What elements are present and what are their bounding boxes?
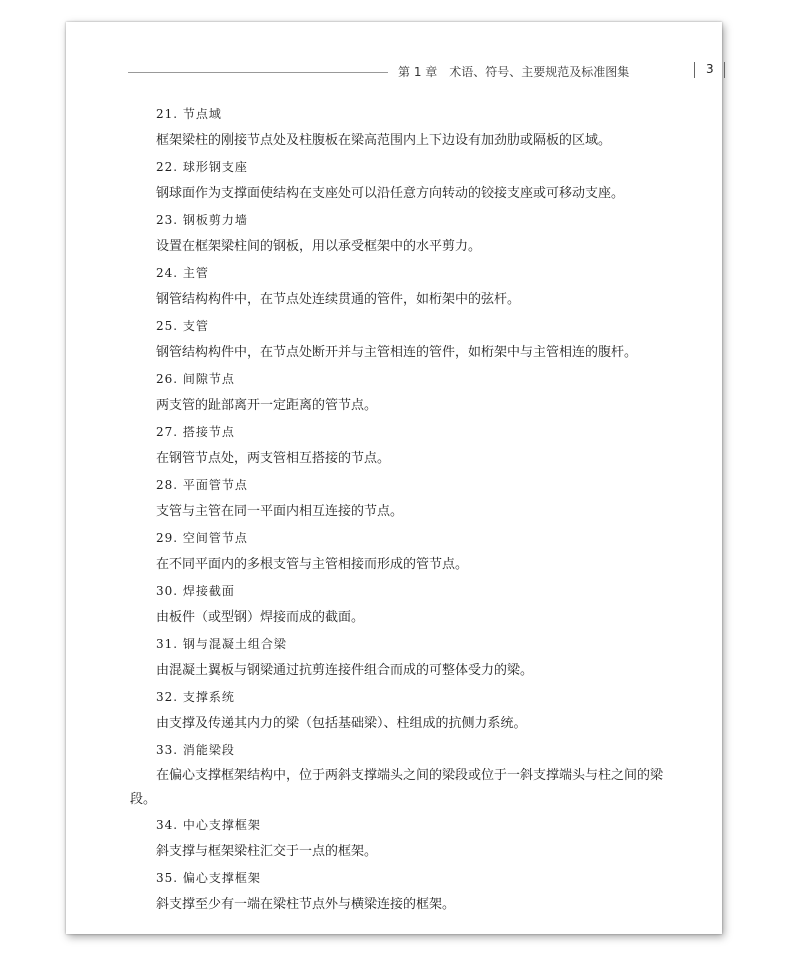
- term-definition: 钢管结构构件中，在节点处连续贯通的管件，如桁架中的弦杆。: [156, 292, 521, 307]
- chapter-title: 第 1 章 术语、符号、主要规范及标准图集: [398, 65, 630, 79]
- term-definition: 由混凝土翼板与钢梁通过抗剪连接件组合而成的可整体受力的梁。: [156, 663, 534, 678]
- term-definition: 两支管的趾部离开一定距离的管节点。: [156, 398, 378, 413]
- running-header: [128, 60, 714, 80]
- term-heading: 21. 节点域: [156, 107, 222, 121]
- term-heading: 33. 消能梁段: [156, 743, 235, 757]
- term-heading: 29. 空间管节点: [156, 531, 248, 545]
- term-definition: 在不同平面内的多根支管与主管相接而形成的管节点。: [156, 557, 469, 572]
- term-heading: 34. 中心支撑框架: [156, 818, 261, 832]
- term-definition: 由板件（或型钢）焊接而成的截面。: [156, 610, 365, 625]
- header-divider: [724, 62, 725, 78]
- term-definition: 钢球面作为支撑面使结构在支座处可以沿任意方向转动的铰接支座或可移动支座。: [156, 186, 625, 201]
- term-definition: 斜支撑与框架梁柱汇交于一点的框架。: [156, 844, 378, 859]
- term-definition: 斜支撑至少有一端在梁柱节点外与横梁连接的框架。: [156, 897, 456, 912]
- term-heading: 22. 球形钢支座: [156, 160, 248, 174]
- page-number: 3: [706, 62, 714, 76]
- document-page: [66, 22, 722, 934]
- term-definition: 在钢管节点处，两支管相互搭接的节点。: [156, 451, 391, 466]
- glossary-list: [130, 106, 670, 923]
- term-heading: 31. 钢与混凝土组合梁: [156, 637, 287, 651]
- term-definition: 设置在框架梁柱间的钢板，用以承受框架中的水平剪力。: [156, 239, 482, 254]
- term-heading: 30. 焊接截面: [156, 584, 235, 598]
- term-heading: 27. 搭接节点: [156, 425, 235, 439]
- term-heading: 23. 钢板剪力墙: [156, 213, 248, 227]
- term-heading: 35. 偏心支撑框架: [156, 871, 261, 885]
- term-heading: 32. 支撑系统: [156, 690, 235, 704]
- term-definition: 由支撑及传递其内力的梁（包括基础梁）、柱组成的抗侧力系统。: [156, 716, 527, 731]
- term-heading: 28. 平面管节点: [156, 478, 248, 492]
- term-heading: 26. 间隙节点: [156, 372, 235, 386]
- term-definition: 框架梁柱的刚接节点处及柱腹板在梁高范围内上下边设有加劲肋或隔板的区域。: [156, 133, 612, 148]
- header-rule: [128, 72, 388, 73]
- term-heading: 25. 支管: [156, 319, 209, 333]
- term-definition: 支管与主管在同一平面内相互连接的节点。: [156, 504, 404, 519]
- term-heading: 24. 主管: [156, 266, 209, 280]
- term-definition: 钢管结构构件中，在节点处断开并与主管相连的管件，如桁架中与主管相连的腹杆。: [156, 345, 638, 360]
- header-divider: [694, 62, 695, 78]
- term-definition: 在偏心支撑框架结构中，位于两斜支撑端头之间的梁段或位于一斜支撑端头与柱之间的梁段。: [130, 768, 664, 807]
